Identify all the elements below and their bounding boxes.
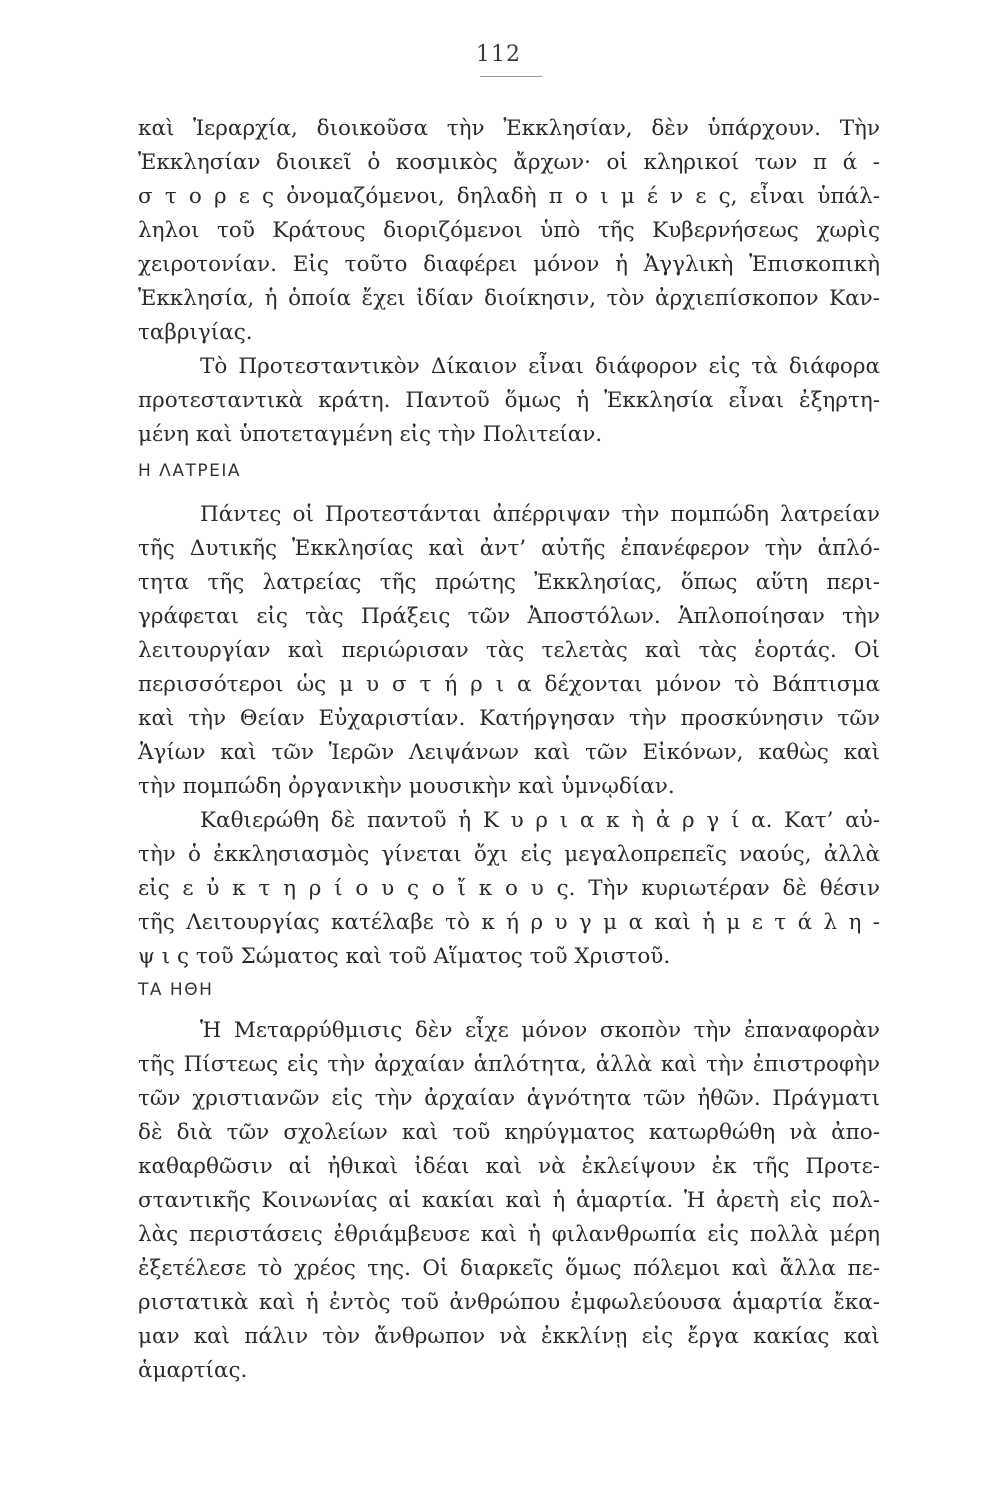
paragraph-5-line-11: ἁμαρτίας. (138, 1358, 248, 1383)
paragraph-2-line-3: μένη καὶ ὑποτεταγμένη εἰς τὴν Πολιτείαν. (138, 422, 603, 447)
paragraph-3-line-6: περισσότεροι ὡς μ υ σ τ ή ρ ι α δέχονται μόνον τὸ Βάπτισμα (138, 672, 880, 697)
paragraph-5-line-5: καθαρθῶσιν αἱ ἠθικαὶ ἰδέαι καὶ νὰ ἐκλείψουν ἐκ τῆς Προτε- (138, 1154, 880, 1179)
paragraph-3-line-9: τὴν πομπώδη ὀργανικὴν μουσικὴν καὶ ὑμνῳδίαν. (138, 774, 675, 799)
paragraph-5-line-9: ριστατικὰ καὶ ἡ ἐντὸς τοῦ ἀνθρώπου ἐμφωλεύουσα ἁμαρτία ἔκα- (138, 1290, 880, 1315)
paragraph-5-line-8: ἐξετέλεσε τὸ χρέος της. Οἱ διαρκεῖς ὅμως πόλεμοι καὶ ἄλλα πε- (138, 1256, 880, 1281)
paragraph-3-line-8: Ἁγίων καὶ τῶν Ἱερῶν Λειψάνων καὶ τῶν Εἰκόνων, καθὼς καὶ (138, 740, 880, 765)
paragraph-3-line-2: τῆς Δυτικῆς Ἐκκλησίας καὶ ἀντ’ αὐτῆς ἐπανέφερον τὴν ἁπλό- (138, 536, 880, 561)
paragraph-3-line-7: καὶ τὴν Θείαν Εὐχαριστίαν. Κατήργησαν τὴν προσκύνησιν τῶν (138, 706, 880, 731)
paragraph-5-line-4: δὲ διὰ τῶν σχολείων καὶ τοῦ κηρύγματος κατωρθώθη νὰ ἀπο- (138, 1120, 880, 1145)
paragraph-4-line-5: ψ ι ς τοῦ Σώματος καὶ τοῦ Αἵματος τοῦ Χριστοῦ. (138, 944, 671, 969)
paragraph-5-line-7: λὰς περιστάσεις ἐθριάμβευσε καὶ ἡ φιλανθρωπία εἰς πολλὰ μέρη (138, 1222, 880, 1247)
section-heading-ithi: ΤΑ ΗΘΗ (138, 980, 214, 1000)
paragraph-3-line-1: Πάντες οἱ Προτεστάνται ἀπέρριψαν τὴν πομπώδη λατρείαν (200, 502, 880, 527)
paragraph-5-line-1: Ἡ Μεταρρύθμισις δὲν εἶχε μόνον σκοπὸν τὴν ἐπαναφορὰν (200, 1018, 880, 1043)
paragraph-4-line-4: τῆς Λειτουργίας κατέλαβε τὸ κ ή ρ υ γ μ α καὶ ἡ μ ε τ ά λ η - (138, 910, 880, 935)
paragraph-1-line-4: ληλοι τοῦ Κράτους διοριζόμενοι ὑπὸ τῆς Κυβερνήσεως χωρὶς (138, 218, 880, 243)
paragraph-1-line-5: χειροτονίαν. Εἰς τοῦτο διαφέρει μόνον ἡ Ἀγγλικὴ Ἐπισκοπικὴ (138, 252, 880, 277)
paragraph-4-line-3: εἰς ε ὐ κ τ η ρ ί ο υ ς ο ἴ κ ο υ ς. Τὴν κυριωτέραν δὲ θέσιν (138, 876, 880, 901)
paragraph-1-line-2: Ἐκκλησίαν διοικεῖ ὁ κοσμικὸς ἄρχων· οἱ κληρικοί των π ά - (138, 150, 880, 175)
paragraph-5-line-2: τῆς Πίστεως εἰς τὴν ἀρχαίαν ἁπλότητα, ἀλλὰ καὶ τὴν ἐπιστροφὴν (138, 1052, 880, 1077)
paragraph-4-line-1: Καθιερώθη δὲ παντοῦ ἡ Κ υ ρ ι α κ ὴ ἀ ρ γ ί α. Κατ’ αὐ- (200, 808, 880, 833)
paragraph-2-line-1: Τὸ Προτεσταντικὸν Δίκαιον εἶναι διάφορον εἰς τὰ διάφορα (200, 354, 880, 379)
paragraph-3-line-5: λειτουργίαν καὶ περιώρισαν τὰς τελετὰς καὶ τὰς ἑορτάς. Οἱ (138, 638, 880, 663)
paragraph-1-line-6: Ἐκκλησία, ἡ ὁποία ἔχει ἰδίαν διοίκησιν, τὸν ἀρχιεπίσκοπον Καν- (138, 286, 880, 311)
paragraph-5-line-6: σταντικῆς Κοινωνίας αἱ κακίαι καὶ ἡ ἁμαρτία. Ἡ ἀρετὴ εἰς πολ- (138, 1188, 880, 1213)
paragraph-1-line-3: σ τ ο ρ ε ς ὀνομαζόμενοι, δηλαδὴ π ο ι μ έ ν ε ς, εἶναι ὑπάλ- (138, 184, 880, 209)
paragraph-3-line-4: γράφεται εἰς τὰς Πράξεις τῶν Ἀποστόλων. Ἁπλοποίησαν τὴν (138, 604, 880, 629)
page-number-rule (480, 76, 542, 77)
paragraph-1-line-7: ταβριγίας. (138, 320, 253, 345)
page-number: 112 (476, 42, 521, 67)
paragraph-5-line-10: μαν καὶ πάλιν τὸν ἄνθρωπον νὰ ἐκκλίνῃ εἰς ἔργα κακίας καὶ (138, 1324, 880, 1349)
paragraph-4-line-2: τὴν ὁ ἐκκλησιασμὸς γίνεται ὄχι εἰς μεγαλοπρεπεῖς ναούς, ἀλλὰ (138, 842, 880, 867)
section-heading-latreia: Η ΛΑΤΡΕΙΑ (138, 461, 241, 481)
paragraph-5-line-3: τῶν χριστιανῶν εἰς τὴν ἀρχαίαν ἁγνότητα τῶν ἠθῶν. Πράγματι (138, 1086, 880, 1111)
paragraph-2-line-2: προτεσταντικὰ κράτη. Παντοῦ ὅμως ἡ Ἐκκλησία εἶναι ἐξηρτη- (138, 388, 880, 413)
paragraph-3-line-3: τητα τῆς λατρείας τῆς πρώτης Ἐκκλησίας, ὅπως αὕτη περι- (138, 570, 880, 595)
paragraph-1-line-1: καὶ Ἱεραρχία, διοικοῦσα τὴν Ἐκκλησίαν, δὲν ὑπάρχουν. Τὴν (138, 116, 880, 141)
